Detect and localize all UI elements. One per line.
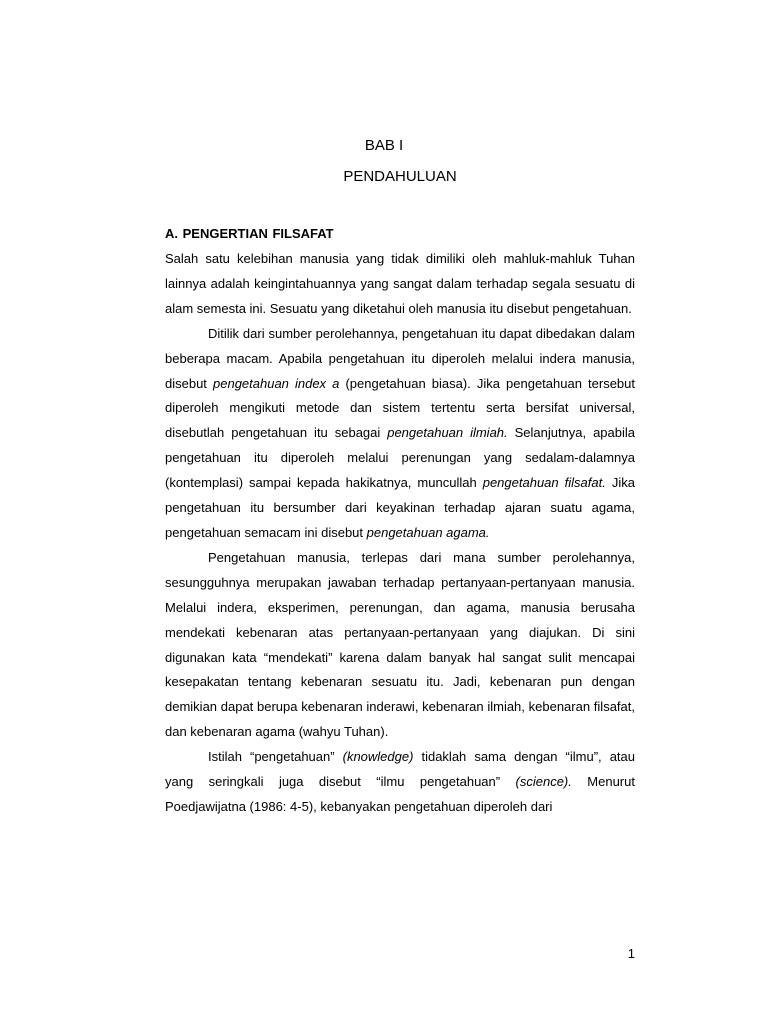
- chapter-title: PENDAHULUAN: [343, 168, 457, 185]
- page-number: 1: [627, 946, 635, 961]
- chapter-number: BAB I: [364, 137, 404, 154]
- paragraph-4-text-2: tidaklah sama dengan “ilmu”, atau yang seringkali juga disebut “ilmu pengetahuan”: [165, 749, 635, 790]
- body-text: [165, 247, 635, 820]
- section-heading: A. PENGERTIAN FILSAFAT: [165, 226, 334, 241]
- paragraph-4-text-3: Menurut Poedjawijatna (1986: 4-5), kebanyakan pengetahuan diperoleh dari: [165, 774, 635, 814]
- paragraph-4-term-1: (knowledge): [342, 749, 414, 765]
- paragraph-2-term-2: pengetahuan ilmiah.: [387, 425, 508, 441]
- paragraph-2-text-1: Ditilik dari sumber perolehannya, pengetahuan itu dapat dibedakan dalam beberapa macam. Apabila pengetahuan itu diperoleh melalui indera manusia, disebut: [165, 325, 635, 391]
- paragraph-4-text-1: Istilah “pengetahuan”: [208, 749, 343, 765]
- paragraph-2-text-3: Selanjutnya, apabila pengetahuan itu diperoleh melalui perenungan yang sedalam-dalamnya (kontemplasi) sampai kepada hakikatnya, muncullah: [165, 425, 635, 491]
- paragraph-2: [165, 322, 635, 546]
- paragraph-1: Salah satu kelebihan manusia yang tidak dimiliki oleh mahluk-mahluk Tuhan lainnya adalah keingintahuannya yang sangat dalam terhadap segala sesuatu di alam semesta ini. Sesuatu yang diketahui oleh manusia itu disebut pengetahuan.: [165, 251, 635, 316]
- paragraph-2-term-1: pengetahuan index a: [213, 375, 340, 391]
- paragraph-2-text-2: (pengetahuan biasa). Jika pengetahuan tersebut diperoleh mengikuti metode dan sistem tertentu serta bersifat universal, disebutlah pengetahuan itu sebagai: [165, 375, 635, 441]
- paragraph-4-term-2: (science).: [515, 774, 572, 790]
- paragraph-2-term-4: pengetahuan agama.: [366, 524, 490, 540]
- paragraph-3: Pengetahuan manusia, terlepas dari mana sumber perolehannya, sesungguhnya merupakan jawaban terhadap pertanyaan-pertanyaan manusia. Melalui indera, eksperimen, perenungan, dan agama, manusia berusaha mendekati kebenaran atas pertanyaan-pertanyaan yang diajukan. Di sini digunakan kata “mendekati” karena dalam banyak hal sangat sulit mencapai kesepakatan tentang kebenaran sesuatu itu. Jadi, kebenaran pun dengan demikian dapat berupa kebenaran inderawi, kebenaran ilmiah, kebenaran filsafat, dan kebenaran agama (wahyu Tuhan).: [165, 549, 635, 740]
- paragraph-2-term-3: pengetahuan filsafat.: [482, 475, 606, 491]
- paragraph-4: [165, 745, 635, 820]
- paragraph-2-text-4: Jika pengetahuan itu bersumber dari keyakinan terhadap ajaran suatu agama, pengetahuan semacam ini disebut: [165, 475, 635, 540]
